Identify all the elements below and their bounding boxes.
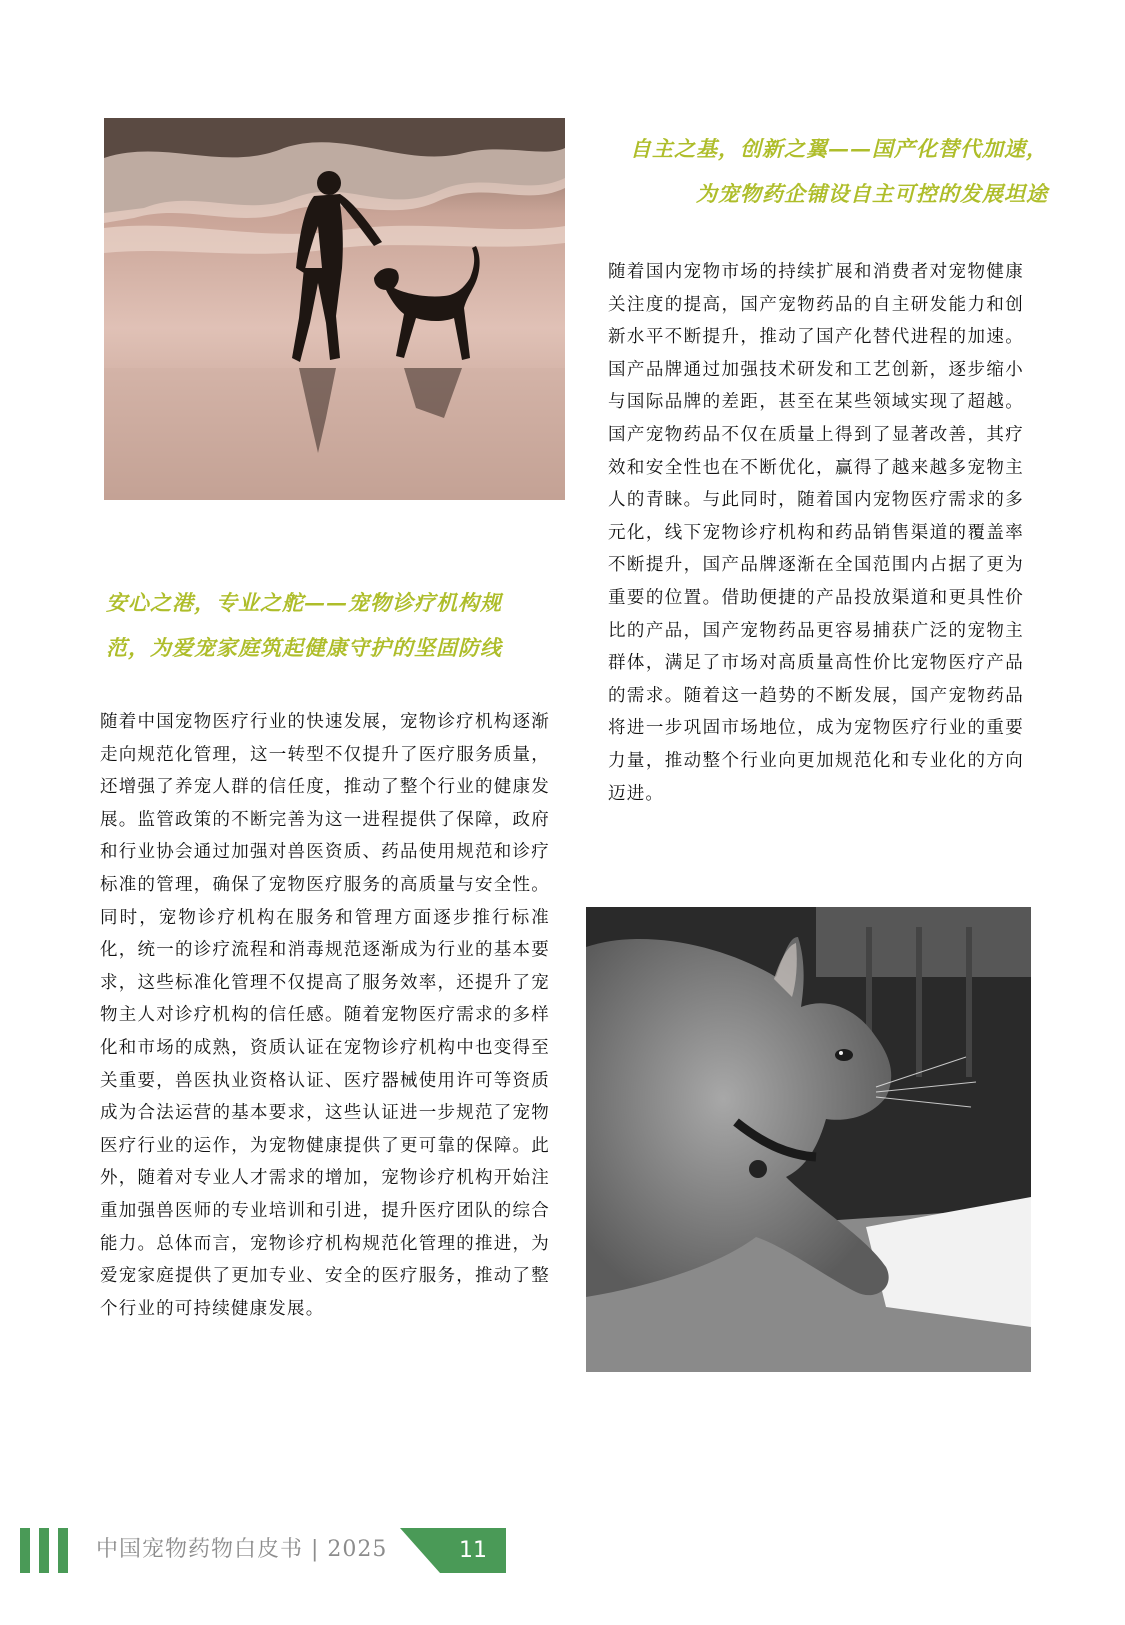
- footer-accent-bars: [20, 1528, 70, 1573]
- cat-photo: [586, 907, 1031, 1372]
- beach-dog-photo: [104, 118, 565, 500]
- section-body-clinic-standards: 随着中国宠物医疗行业的快速发展，宠物诊疗机构逐渐走向规范化管理，这一转型不仅提升了医疗服务质量，还增强了养宠人群的信任度，推动了整个行业的健康发展。监管政策的不断完善为这一进程提供了保障，政府和行业协会通过加强对兽医资质、药品使用规范和诊疗标准的管理，确保了宠物医疗服务的高质量与安全性。同时，宠物诊疗机构在服务和管理方面逐步推行标准化，统一的诊疗流程和消毒规范逐渐成为行业的基本要求，这些标准化管理不仅提高了服务效率，还提升了宠物主人对诊疗机构的信任感。随着宠物医疗需求的多样化和市场的成熟，资质认证在宠物诊疗机构中也变得至关重要，兽医执业资格认证、医疗器械使用许可等资质成为合法运营的基本要求，这些认证进一步规范了宠物医疗行业的运作，为宠物健康提供了更可靠的保障。此外，随着对专业人才需求的增加，宠物诊疗机构开始注重加强兽医师的专业培训和引进，提升医疗团队的综合能力。总体而言，宠物诊疗机构规范化管理的推进，为爱宠家庭提供了更加专业、安全的医疗服务，推动了整个行业的可持续健康发展。: [100, 712, 550, 1319]
- heading-line: 范，为爱宠家庭筑起健康守护的坚固防线: [106, 635, 502, 660]
- footer-title: 中国宠物药物白皮书 | 2025: [96, 1537, 388, 1562]
- heading-line: 安心之港，专业之舵——宠物诊疗机构规: [106, 590, 502, 615]
- page-number: 11: [459, 1538, 487, 1563]
- section-heading-localization: [578, 126, 1048, 216]
- heading-line: 为宠物药企铺设自主可控的发展坦途: [696, 181, 1048, 206]
- section-heading-clinic-standards: [106, 580, 568, 670]
- section-body-localization: 随着国内宠物市场的持续扩展和消费者对宠物健康关注度的提高，国产宠物药品的自主研发能力和创新水平不断提升，推动了国产化替代进程的加速。国产品牌通过加强技术研发和工艺创新，逐步缩小与国际品牌的差距，甚至在某些领域实现了超越。国产宠物药品不仅在质量上得到了显著改善，其疗效和安全性也在不断优化，赢得了越来越多宠物主人的青睐。与此同时，随着国内宠物医疗需求的多元化，线下宠物诊疗机构和药品销售渠道的覆盖率不断提升，国产品牌逐渐在全国范围内占据了更为重要的位置。借助便捷的产品投放渠道和更具性价比的产品，国产宠物药品更容易捕获广泛的宠物主群体，满足了市场对高质量高性价比宠物医疗产品的需求。随着这一趋势的不断发展，国产宠物药品将进一步巩固市场地位，成为宠物医疗行业的重要力量，推动整个行业向更加规范化和专业化的方向迈进。: [608, 262, 1024, 804]
- heading-line: 自主之基，创新之翼——国产化替代加速，: [630, 136, 1048, 161]
